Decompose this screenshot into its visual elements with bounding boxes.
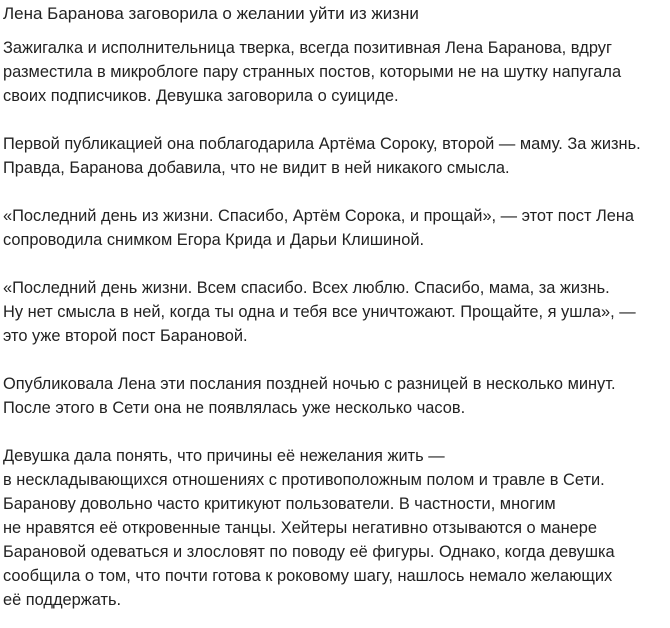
text-line: Баранову довольно часто критикуют пользователи. В частности, многим	[3, 495, 556, 513]
text-line: не нравятся её откровенные танцы. Хейтеры негативно отзываются о манере	[3, 519, 598, 537]
text-line: Девушка дала понять, что причины её нежелания жить —	[3, 447, 445, 465]
text-line: «Последний день из жизни. Спасибо, Артём Сорока, и прощай», — этот пост Лена	[3, 207, 635, 225]
text-line: сопроводила снимком Егора Крида и Дарьи Клишиной.	[3, 231, 425, 249]
paragraph-4	[3, 276, 667, 348]
article-title: Лена Баранова заговорила о желании уйти из жизни	[3, 4, 419, 23]
paragraph-5	[3, 372, 667, 420]
text-line: «Последний день жизни. Всем спасибо. Всех люблю. Спасибо, мама, за жизнь.	[3, 279, 610, 297]
text-line: сообщила о том, что почти готова к роковому шагу, нашлось немало желающих	[3, 567, 613, 585]
text-line: это уже второй пост Барановой.	[3, 327, 248, 345]
text-line: Барановой одеваться и злословят по поводу её фигуры. Однако, когда девушка	[3, 543, 615, 561]
paragraph-3	[3, 204, 667, 252]
text-line: Первой публикацией она поблагодарила Артёма Сороку, второй — маму. За жизнь.	[3, 135, 641, 153]
text-line: её поддержать.	[3, 591, 122, 609]
text-line: Зажигалка и исполнительница тверка, всегда позитивная Лена Баранова, вдруг	[3, 39, 612, 57]
text-line: Ну нет смысла в ней, когда ты одна и тебя все уничтожают. Прощайте, я ушла», —	[3, 303, 636, 321]
text-line: Опубликовала Лена эти послания поздней ночью с разницей в несколько минут.	[3, 375, 616, 393]
text-line: разместила в микроблоге пару странных постов, которыми не на шутку напугала	[3, 63, 622, 81]
text-line: После этого в Сети она не появлялась уже несколько часов.	[3, 399, 466, 417]
text-line: своих подписчиков. Девушка заговорила о суициде.	[3, 87, 399, 105]
text-line: Правда, Баранова добавила, что не видит в ней никакого смысла.	[3, 159, 510, 177]
text-line: в нескладывающихся отношениях с противоположным полом и травле в Сети.	[3, 471, 605, 489]
paragraph-1	[3, 36, 667, 108]
paragraph-2	[3, 132, 667, 180]
article	[3, 0, 667, 612]
paragraph-6	[3, 444, 667, 612]
